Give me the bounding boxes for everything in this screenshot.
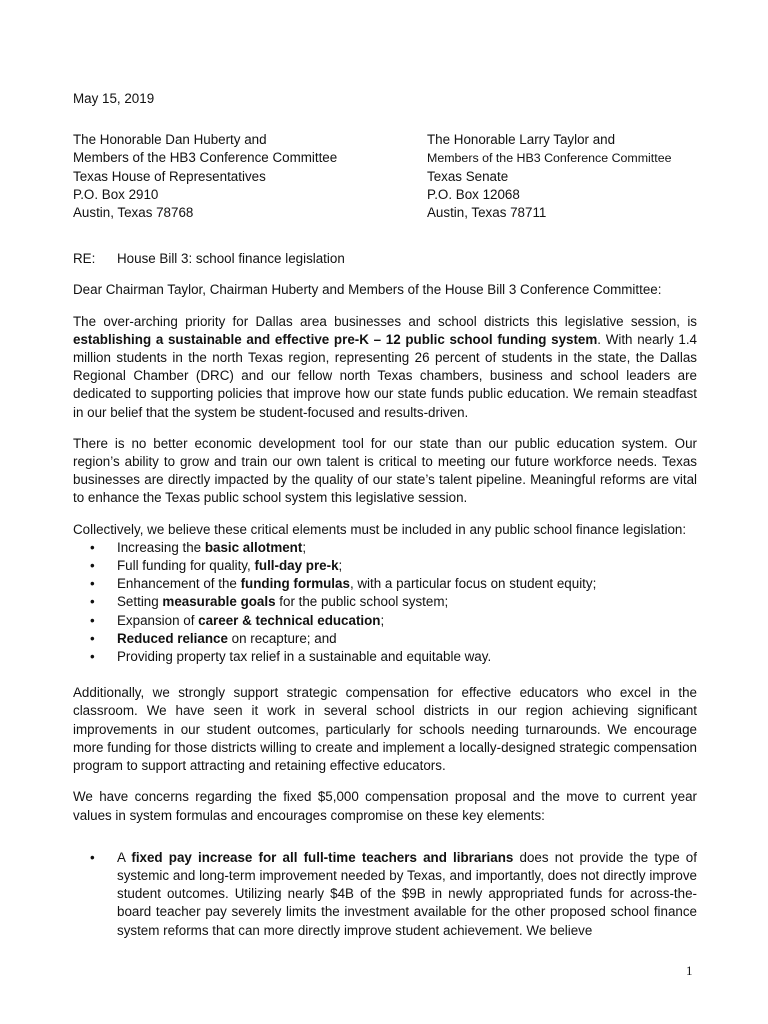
list-item — [73, 575, 697, 593]
para1-text-post: . With nearly 1.4 million students in the north Texas region, representing 26 percent of students in the state, the Dallas Regional Chamber (DRC) and our fellow north Texas chambers, business and school leaders are dedicated to supporting policies that improve how our state funds public education. We remain steadfast in our belief that the system be student-focused and results-driven. — [73, 331, 698, 420]
recipient-addresses — [73, 131, 697, 222]
address-left-line3: Texas House of Representatives — [73, 168, 266, 184]
critical-elements-list — [73, 539, 697, 666]
list-item — [73, 539, 697, 557]
list-item-text: ; — [380, 612, 385, 628]
address-right-line1: The Honorable Larry Taylor and — [427, 132, 616, 148]
list-item-text: Enhancement of the — [117, 576, 241, 592]
address-right-line4: P.O. Box 12068 — [427, 186, 520, 202]
list-item-bold: Reduced reliance — [117, 630, 228, 646]
list-item — [73, 612, 697, 630]
address-right — [427, 131, 697, 222]
bullet-icon: • — [90, 849, 95, 865]
salutation: Dear Chairman Taylor, Chairman Huberty and Members of the House Bill 3 Conference Committee: — [73, 282, 662, 298]
list-item — [73, 593, 697, 611]
address-left-line4: P.O. Box 2910 — [73, 186, 159, 202]
concern-text-pre: A — [117, 849, 132, 865]
list-item-bold: career & technical education — [198, 612, 381, 628]
list-item-bold: funding formulas — [240, 576, 350, 592]
bullet-icon: • — [90, 630, 95, 646]
list-item-text: on recapture; and — [227, 630, 337, 646]
address-left-line1: The Honorable Dan Huberty and — [73, 132, 267, 148]
list-item-text: ; — [338, 558, 343, 574]
list-item — [73, 630, 697, 648]
address-right-line2: Members of the HB3 Conference Committee — [427, 151, 672, 166]
list-item-text: for the public school system; — [275, 594, 449, 610]
page-number: 1 — [686, 963, 693, 978]
para1-text-bold: establishing a sustainable and effective pre-K – 12 public school funding system — [73, 331, 598, 347]
paragraph-priority — [73, 313, 697, 422]
list-item-text: Expansion of — [117, 612, 199, 628]
list-item — [73, 557, 697, 575]
bullet-icon: • — [90, 649, 95, 665]
bullet-icon: • — [90, 539, 95, 555]
address-right-line3: Texas Senate — [427, 168, 509, 184]
bullet-icon: • — [90, 612, 95, 628]
list-item — [73, 849, 697, 940]
list-item-bold: measurable goals — [162, 594, 276, 610]
re-label: RE: — [73, 251, 96, 267]
concern-text-post: does not provide the type of systemic and long-term improvement needed by Texas, and importantly, does not directly improve student outcomes. Utilizing nearly $4B of the $9B in newly appropriated funds for across-the-board teacher pay severely limits the investment available for the other proposed school finance system reforms that can more directly improve student achievement. We believe — [117, 849, 697, 938]
re-subject: House Bill 3: school finance legislation — [117, 251, 345, 267]
paragraph-compensation: Additionally, we strongly support strategic compensation for effective educators who excel in the classroom. We have seen it work in several school districts in our region achieving significant improvements in our student outcomes, particularly for schools needing turnarounds. We encourage more funding for those districts willing to create and implement a locally-designed strategic compensation program to support attracting and retaining effective educators. — [73, 685, 697, 774]
concern-text-bold: fixed pay increase for all full-time teachers and librarians — [131, 849, 514, 865]
list-item-bold: full-day pre-k — [254, 558, 339, 574]
bullet-icon: • — [90, 594, 95, 610]
address-left-line2: Members of the HB3 Conference Committee — [73, 150, 338, 166]
paragraph-economic: There is no better economic development tool for our state than our public education system. Our region’s ability to grow and train our own talent is critical to meeting our future workforce needs. Texas businesses are directly impacted by the quality of our state’s talent pipeline. Meaningful reforms are vital to enhance the Texas public school system this legislative session. — [73, 435, 697, 506]
paragraph-elements-intro: Collectively, we believe these critical elements must be included in any public school finance legislation: — [73, 521, 687, 537]
letter-date: May 15, 2019 — [73, 91, 155, 106]
address-left-line5: Austin, Texas 78768 — [73, 205, 194, 221]
list-item-text: ; — [302, 539, 307, 555]
re-line — [73, 250, 697, 268]
bullet-icon: • — [90, 558, 95, 574]
list-item-bold: basic allotment — [204, 539, 303, 555]
concerns-list — [73, 849, 697, 940]
letter-body — [73, 90, 697, 940]
list-item-text: Providing property tax relief in a sustainable and equitable way. — [117, 649, 492, 665]
list-item-text: Setting — [117, 594, 163, 610]
list-item-text: Increasing the — [117, 539, 205, 555]
list-item-text: , with a particular focus on student equity; — [349, 576, 597, 592]
list-item-text: Full funding for quality, — [117, 558, 255, 574]
para1-text-pre: The over-arching priority for Dallas area businesses and school districts this legislative session, is — [73, 313, 697, 329]
address-right-line5: Austin, Texas 78711 — [427, 205, 547, 221]
bullet-icon: • — [90, 576, 95, 592]
paragraph-concerns: We have concerns regarding the fixed $5,000 compensation proposal and the move to current year values in system formulas and encourages compromise on these key elements: — [73, 789, 697, 823]
list-item — [73, 648, 697, 666]
address-left — [73, 131, 403, 222]
